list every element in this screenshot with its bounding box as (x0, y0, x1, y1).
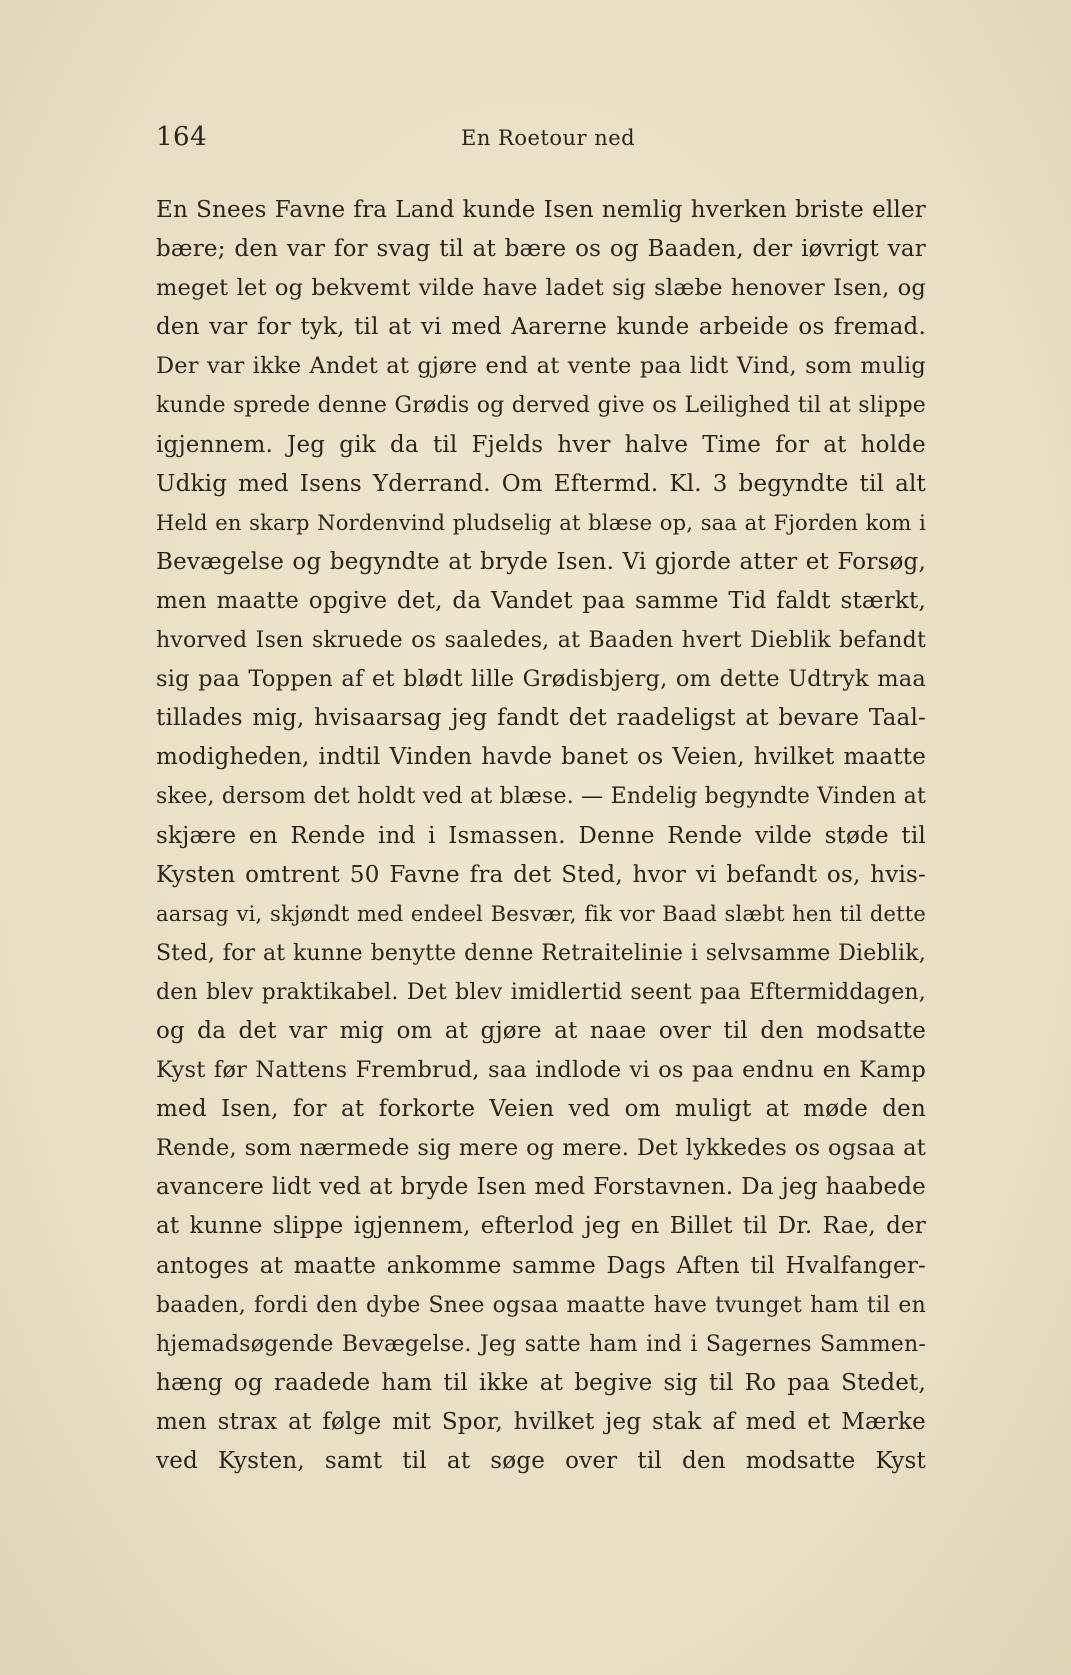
text-line: aarsag vi, skjøndt med endeel Besvær, fik vor Baad slæbt hen til dette (156, 901, 926, 926)
text-line: antoges at maatte ankomme samme Dags Aften til Hvalfanger- (156, 1252, 926, 1279)
text-line: meget let og bekvemt vilde have ladet sig slæbe henover Isen, og (156, 275, 926, 302)
text-line: den var for tyk, til at vi med Aarerne kunde arbeide os fremad. (156, 314, 926, 341)
text-line: den blev praktikabel. Det blev imidlertid seent paa Eftermiddagen, (156, 979, 926, 1005)
text-line: hæng og raadede ham til ikke at begive sig til Ro paa Stedet, (156, 1369, 926, 1396)
text-line: baaden, fordi den dybe Snee ogsaa maatte have tvunget ham til en (156, 1292, 926, 1318)
page-number: 164 (156, 122, 208, 152)
text-line: avancere lidt ved at bryde Isen med Forstavnen. Da jeg haabede (156, 1174, 926, 1201)
text-line: Sted, for at kunne benytte denne Retraitelinie i selvsamme Dieblik, (156, 940, 926, 966)
page-header (156, 122, 926, 162)
text-line: Rende, som nærmede sig mere og mere. Det lykkedes os ogsaa at (156, 1135, 926, 1162)
text-line: med Isen, for at forkorte Veien ved om muligt at møde den (156, 1096, 926, 1123)
text-line: skee, dersom det holdt ved at blæse. — Endelig begyndte Vinden at (156, 784, 926, 810)
text-line: Kyst før Nattens Frembrud, saa indlode vi os paa endnu en Kamp (156, 1057, 926, 1084)
text-line: hvorved Isen skruede os saaledes, at Baaden hvert Dieblik befandt (156, 628, 926, 654)
text-line: sig paa Toppen af et blødt lille Grødisbjerg, om dette Udtryk maa (156, 666, 926, 693)
text-line: skjære en Rende ind i Ismassen. Denne Rende vilde støde til (156, 822, 926, 849)
running-head: En Roetour ned (461, 126, 636, 150)
text-line: modigheden, indtil Vinden havde banet os Veien, hvilket maatte (156, 744, 926, 771)
text-line: Held en skarp Nordenvind pludselig at blæse op, saa at Fjorden kom i (156, 510, 926, 535)
body-text (156, 191, 926, 1481)
text-line: men strax at følge mit Spor, hvilket jeg stak af med et Mærke (156, 1408, 926, 1435)
text-line: men maatte opgive det, da Vandet paa samme Tid faldt stærkt, (156, 587, 926, 614)
text-line: ved Kysten, samt til at søge over til den modsatte Kyst (156, 1448, 926, 1474)
text-line: igjennem. Jeg gik da til Fjelds hver halve Time for at holde (156, 431, 926, 458)
text-line: at kunne slippe igjennem, efterlod jeg en Billet til Dr. Rae, der (156, 1213, 926, 1240)
text-line: Der var ikke Andet at gjøre end at vente paa lidt Vind, som mulig (156, 353, 926, 380)
text-line: bære; den var for svag til at bære os og Baaden, der iøvrigt var (156, 236, 926, 263)
text-line: kunde sprede denne Grødis og derved give os Leilighed til at slippe (156, 393, 926, 419)
text-line: og da det var mig om at gjøre at naae over til den modsatte (156, 1017, 926, 1044)
text-line: Udkig med Isens Yderrand. Om Eftermd. Kl. 3 begyndte til alt (156, 470, 926, 497)
text-line: Kysten omtrent 50 Favne fra det Sted, hvor vi befandt os, hvis- (156, 861, 926, 888)
text-line: hjemadsøgende Bevægelse. Jeg satte ham ind i Sagernes Sammen- (156, 1331, 926, 1357)
text-line: En Snees Favne fra Land kunde Isen nemlig hverken briste eller (156, 197, 926, 223)
text-line: tillades mig, hvisaarsag jeg fandt det raadeligst at bevare Taal- (156, 705, 926, 732)
text-line: Bevægelse og begyndte at bryde Isen. Vi gjorde atter et Forsøg, (156, 548, 926, 575)
